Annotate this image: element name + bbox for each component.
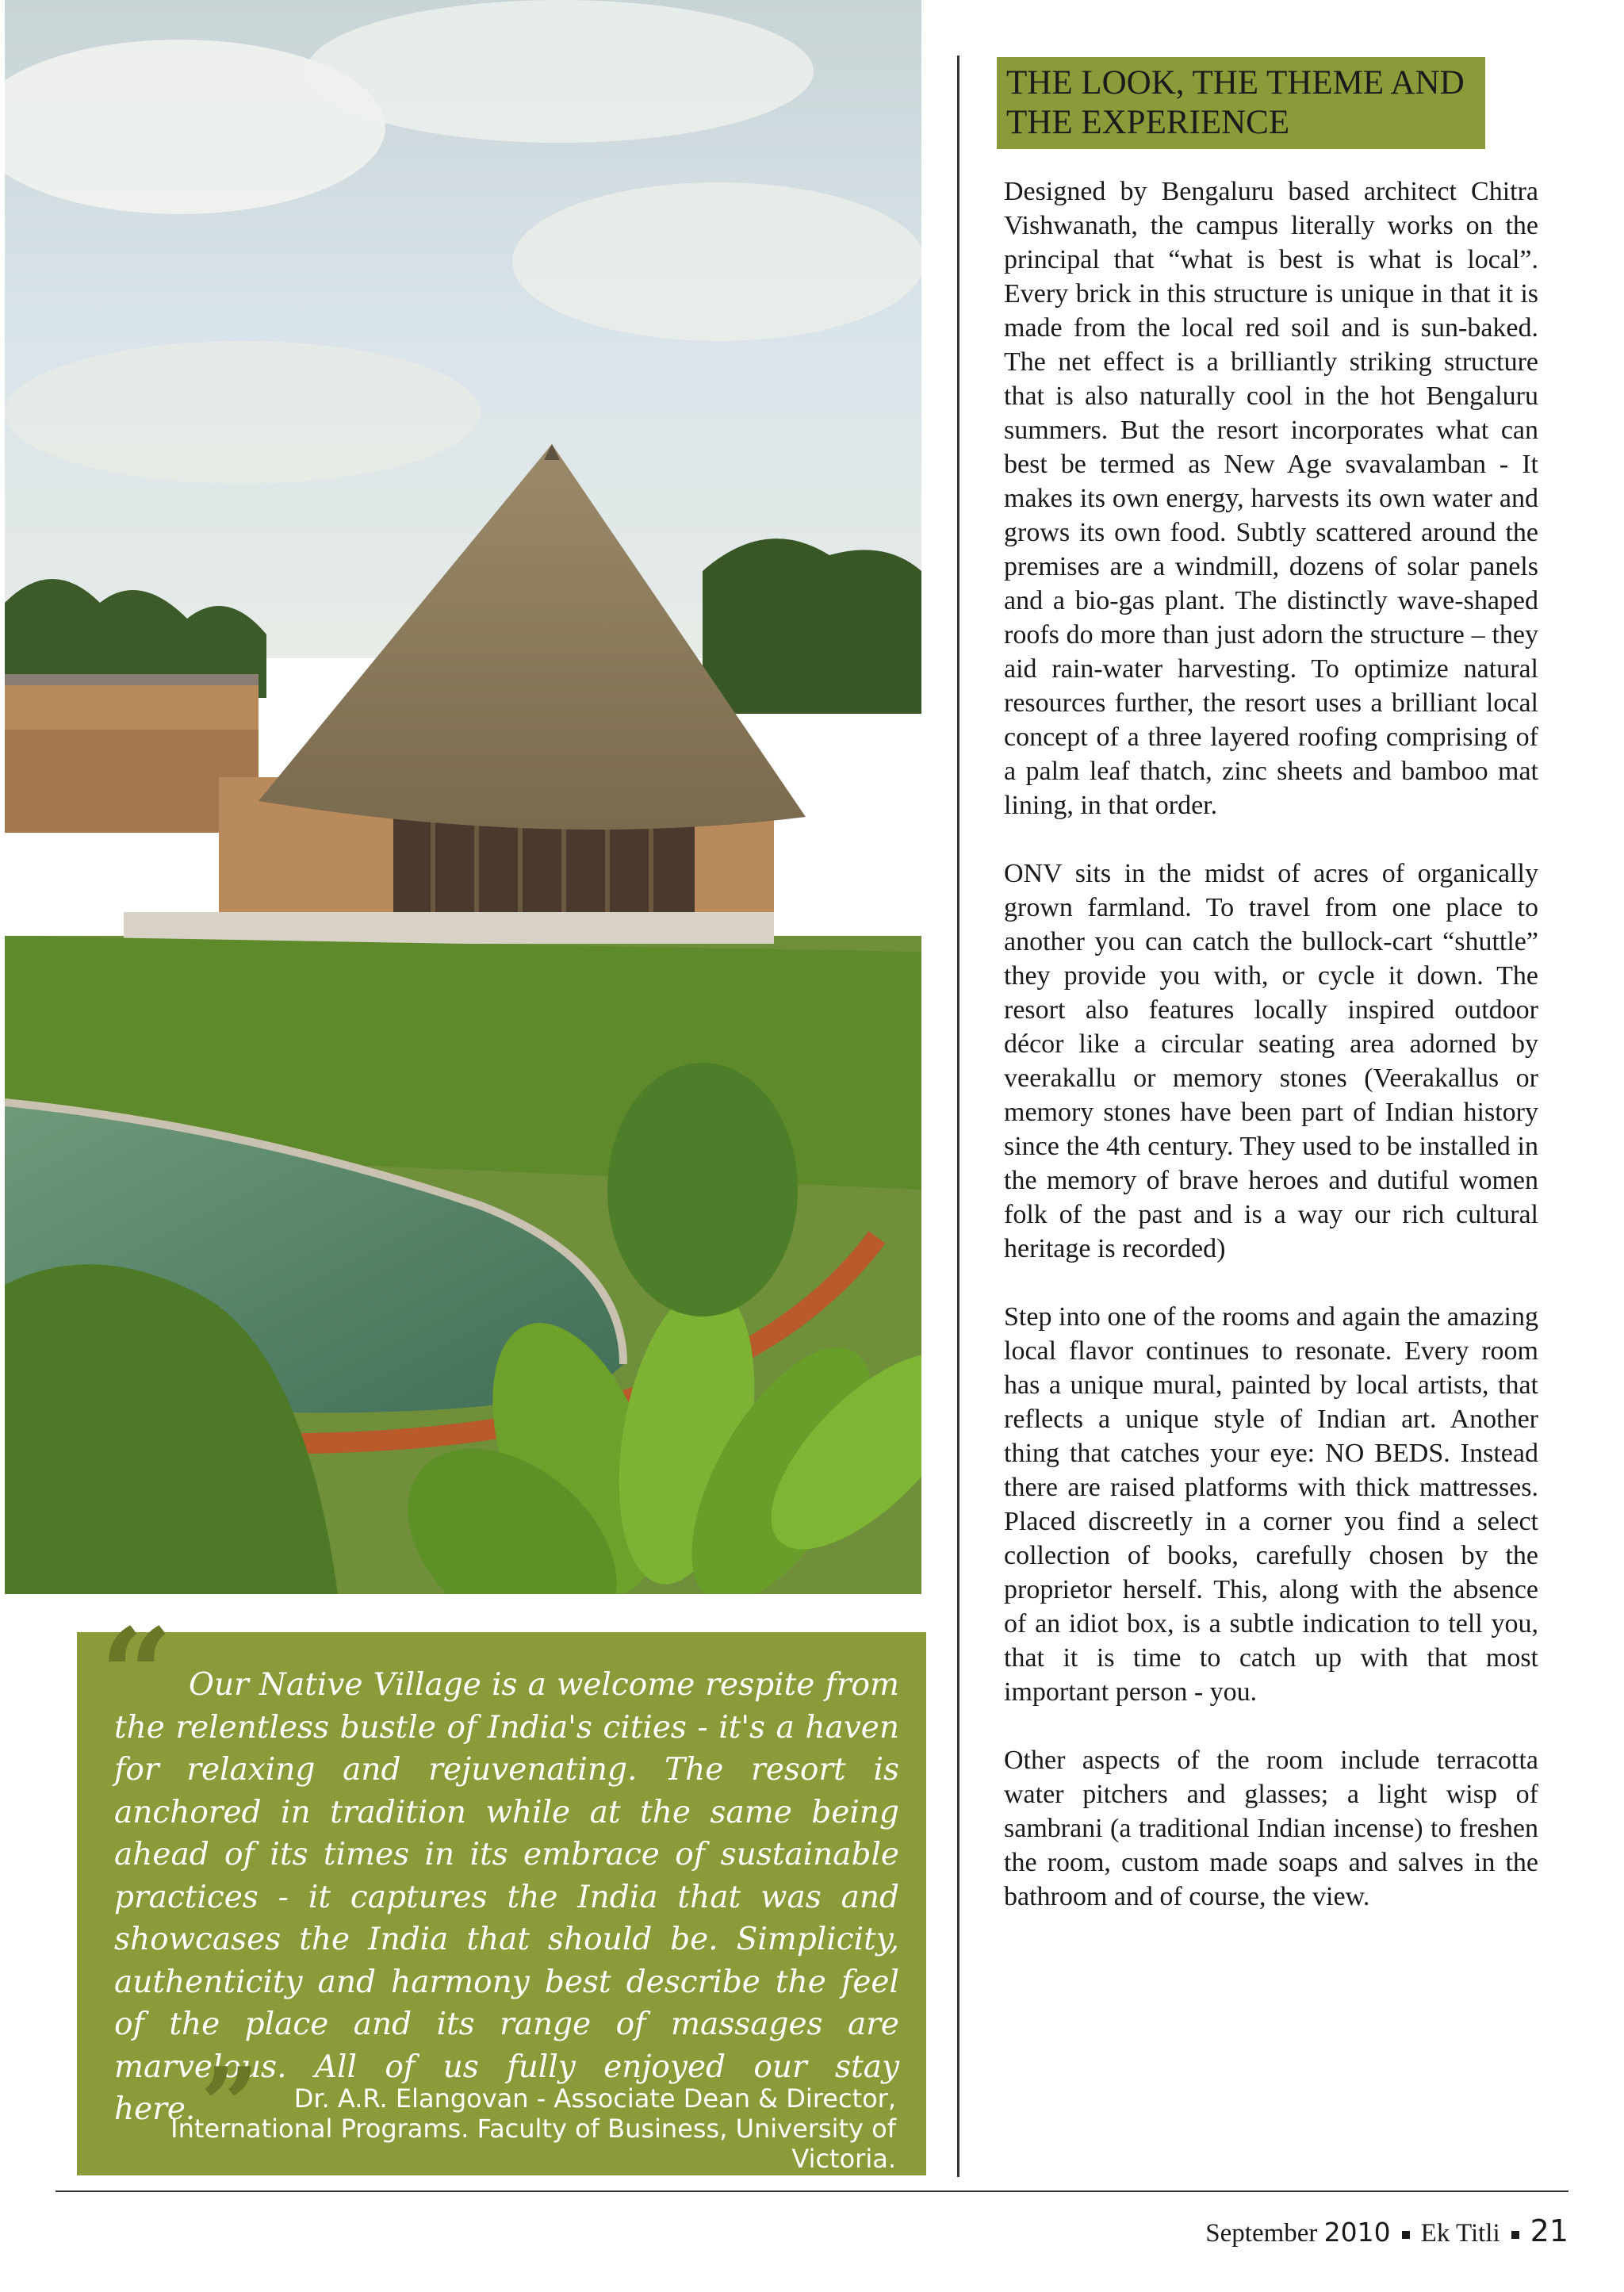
section-heading-line-2: THE EXPERIENCE — [1006, 104, 1290, 141]
footer-rule — [56, 2190, 1568, 2192]
article-paragraph: Step into one of the rooms and again the amazing local flavor continues to resonate. Every room has a unique mural, painted by local artists, that reflects a unique style of Indian art. Another thing that catches your eye: NO BEDS. Instead there are raised platforms with thick mattresses. Placed discreetly in a corner you find a select collection of books, carefully chosen by the proprietor herself. This, along with the absence of an idiot box, is a subtle indication to tell you, that it is time to catch up with that most important person - you. — [1004, 1302, 1538, 1707]
pull-quote-text: Our Native Village is a welcome respite from the relentless bustle of India's cities - it's a haven for relaxing and rejuvenating. The resort is anchored in tradition while at the same being ahead of its times in its embrace of sustainable practices - it captures the India that was and showcases the India that should be. Simplicity, authenticity and harmony best describe the feel of the place and its range of massages are marvelous. All of us fully enjoyed our stay here. — [114, 1667, 899, 2127]
page-footer — [1205, 2215, 1568, 2249]
attribution-line-1: Dr. A.R. Elangovan - Associate Dean & Director, — [293, 2083, 896, 2114]
photo-illustration — [5, 0, 921, 1594]
article-paragraph: Designed by Bengaluru based architect Chitra Vishwanath, the campus literally works on the principal that “what is best is what is local”. Every brick in this structure is unique in that it is made from the local red soil and is sun-baked. The net effect is a brilliantly striking structure that is also naturally cool in the hot Bengaluru summers. But the resort incorporates what can best be termed as New Age svavalamban - It makes its own energy, harvests its own water and grows its own food. Subtly scattered around the premises are a windmill, dozens of solar panels and a bio-gas plant. The distinctly wave-shaped roofs do more than just adorn the structure – they aid rain-water harvesting. To optimize natural resources further, the resort uses a brilliant local concept of a three layered roofing comprising of a palm leaf thatch, zinc sheets and bamboo mat lining, in that order. — [1004, 177, 1538, 820]
attribution-line-2: International Programs. Faculty of Business, University of Victoria. — [170, 2114, 896, 2174]
footer-magazine: Ek Titli — [1420, 2219, 1500, 2248]
square-bullet-icon — [1402, 2231, 1410, 2239]
footer-month: September — [1205, 2219, 1318, 2248]
page-number: 21 — [1530, 2213, 1568, 2248]
column-divider — [957, 56, 959, 2177]
section-heading-line-1: THE LOOK, THE THEME AND — [1006, 64, 1465, 102]
footer-year: 2010 — [1323, 2217, 1391, 2248]
quote-attribution — [119, 2083, 896, 2174]
section-heading — [997, 57, 1485, 149]
open-quote-mark: “ — [100, 1600, 174, 1750]
article-paragraph: ONV sits in the midst of acres of organically grown farmland. To travel from one place to another you can catch the bullock-cart “shuttle” they provide you with, or cycle it down. The resort also features locally inspired outdoor décor like a circular seating area adorned by veerakallu or memory stones (Veerakallus or memory stones have been part of Indian history since the 4th century. They used to be installed in the memory of brave heroes and dutiful women folk of the past and is a way our rich cultural heritage is recorded) — [1004, 859, 1538, 1263]
article-body — [1004, 174, 1538, 1914]
resort-photo — [5, 0, 921, 1594]
article-paragraph: Other aspects of the room include terracotta water pitchers and glasses; a light wisp of sambrani (a traditional Indian incense) to freshen the room, custom made soaps and salves in the bathroom and of course, the view. — [1004, 1746, 1538, 1911]
square-bullet-icon — [1511, 2231, 1519, 2239]
close-quote-mark: ” — [200, 2045, 260, 2166]
